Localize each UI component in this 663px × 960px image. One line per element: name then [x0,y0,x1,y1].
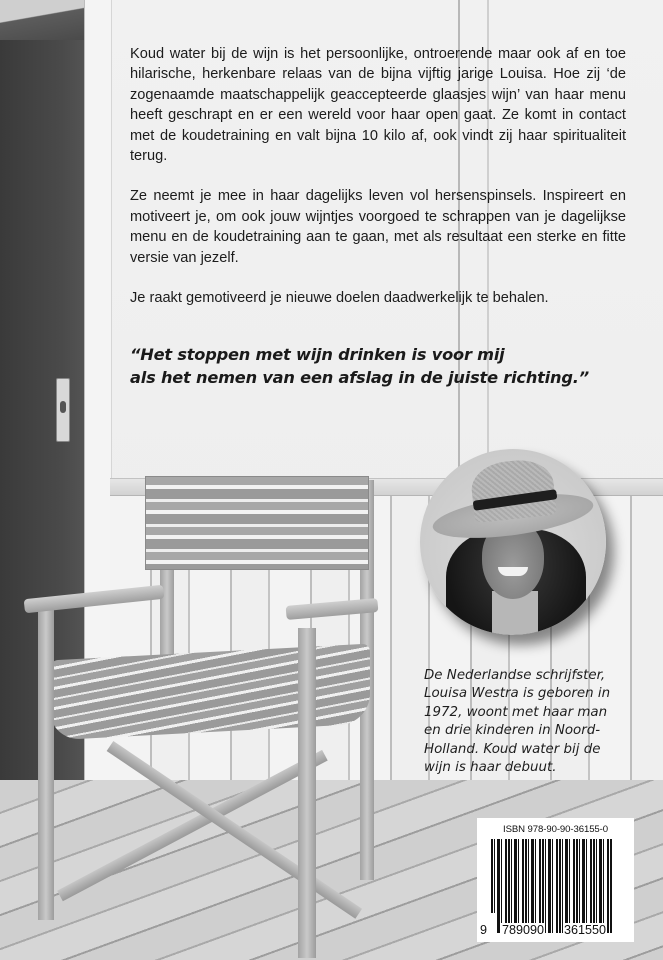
chair-armrest [24,585,165,614]
author-bio-line: wijn is haar debuut. [424,760,557,776]
isbn-barcode [477,818,634,942]
author-bio [424,667,654,777]
barcode-lead-digit: 9 [480,923,488,937]
pull-quote-line: “Het stoppen met wijn drinken is voor mij [130,345,505,364]
blurb-paragraph: Koud water bij de wijn is het persoonlijke, ontroerende maar ook af en toe hilarische, herkenbare relaas van de bijna vijftig jarige Louisa. Hoe zij ‘de zogenaamde maatschappelijk geaccepteerde glaasjes wijn’ van haar menu heeft geschrapt en er een wereld voor haar open gaat. Ze komt in contact met de koudetraining en valt bijna 10 kilo af, ook vindt zij haar spiritualiteit terug. [130,46,626,165]
pull-quote-line: als het nemen van een afslag in de juiste richting.” [130,368,589,387]
barcode-guard-gap [491,913,495,935]
barcode-left-digits: 789090 [502,923,545,937]
author-bio-line: en drie kinderen in Noord- [424,723,601,739]
chair-seat-canvas [50,644,370,741]
barcode-bars [491,839,613,933]
blurb-paragraph: Ze neemt je mee in haar dagelijks leven vol hersenspinsels. Inspireert en motiveert je, om ook jouw wijntjes voorgoed te schrappen van je dagelijkse menu en de koudetraining aan te gaan, met als resultaat een sterke en fitte versie van jezelf. [130,188,626,266]
pull-quote [130,343,650,389]
isbn-label: ISBN 978-90-90-36155-0 [503,824,608,835]
chair-front-leg [38,610,54,920]
author-bio-line: De Nederlandse schrijfster, [424,668,606,683]
chair-cross-brace [57,750,328,901]
barcode-right-digits: 361550 [564,923,607,937]
author-smile [498,567,528,576]
chair-back-canvas [145,476,369,570]
door-latch [56,378,70,442]
author-bio-line: Holland. Koud water bij de [424,741,601,757]
author-bio-line: Louisa Westra is geboren in [424,686,611,702]
author-bio-line: 1972, woont met haar man [424,704,608,720]
chair-cross-brace [107,741,362,919]
background-door-top [0,0,88,40]
blurb-paragraph: Je raakt gemotiveerd je nieuwe doelen daadwerkelijk te behalen. [130,290,549,307]
chair-front-leg [298,628,316,958]
director-chair-image [20,470,390,960]
blurb [130,44,626,328]
author-photo [420,449,606,635]
